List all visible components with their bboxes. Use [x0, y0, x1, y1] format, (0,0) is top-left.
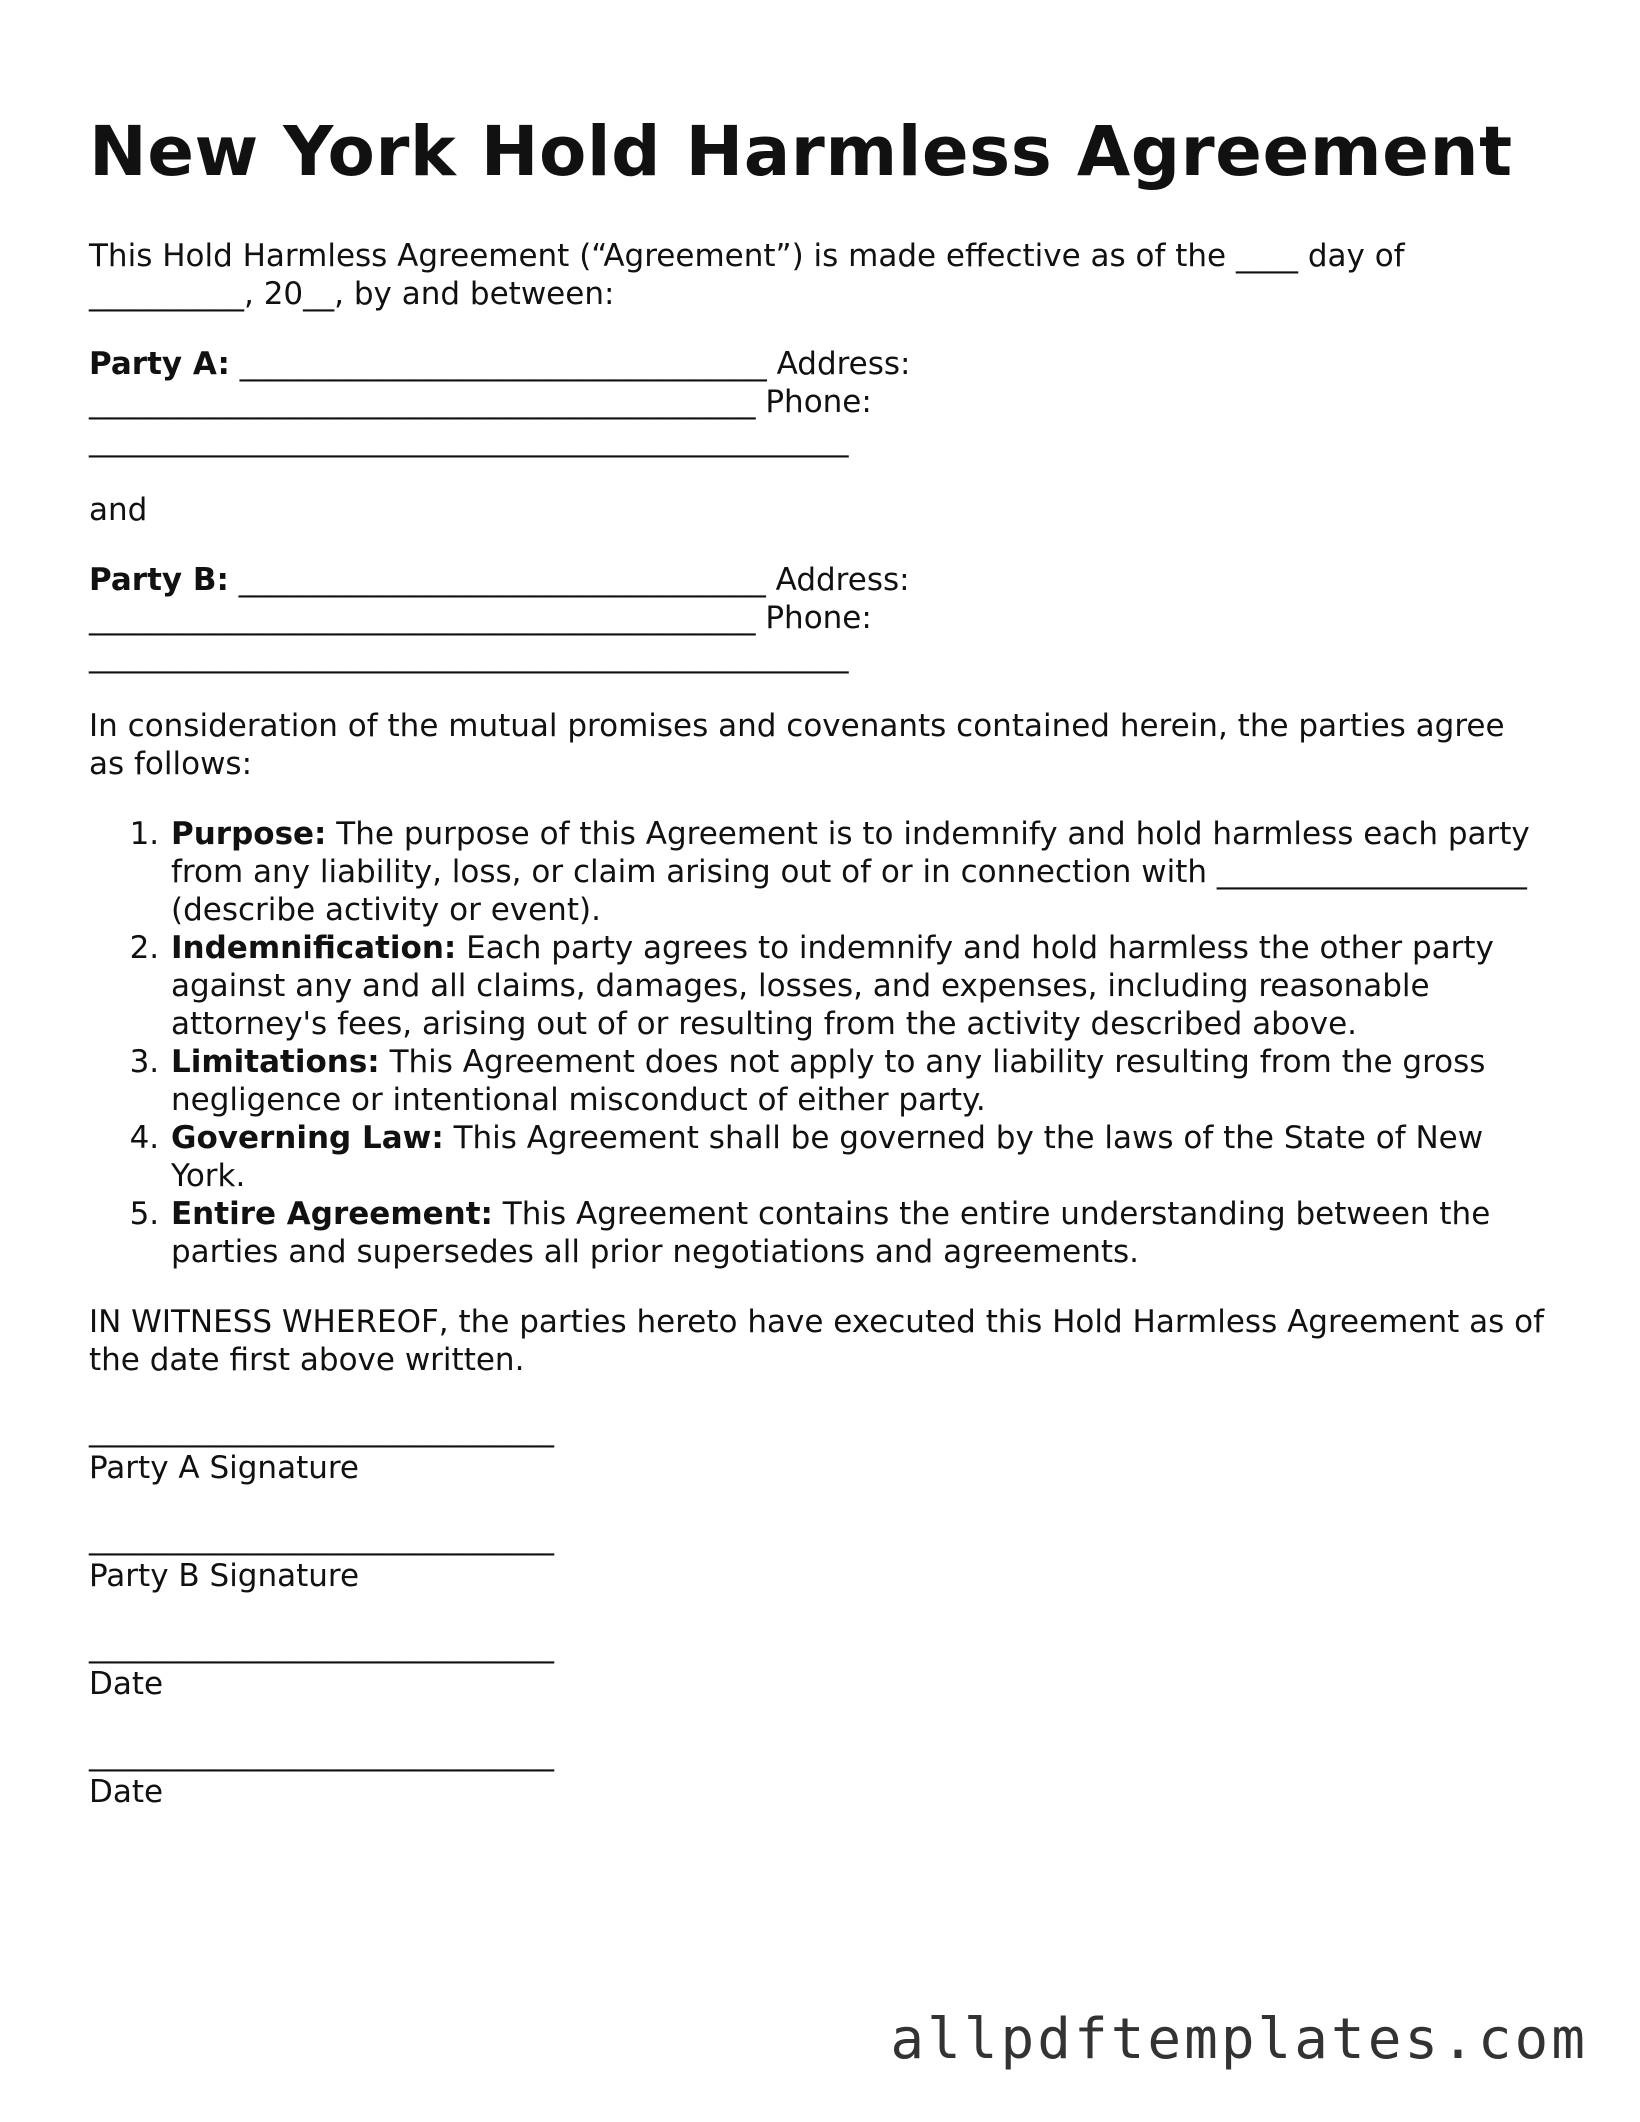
signature-section [89, 1411, 1549, 1811]
clause-list [89, 815, 1549, 1271]
clause-text: Each party agrees to indemnify and hold harmless the other party against any and all claims, damages, losses, and expenses, including reasonable attorney's fees, arising out of or resulting from the activity described above. [171, 930, 1494, 1042]
clause-text: The purpose of this Agreement is to indemnify and hold harmless each party from any liability, loss, or claim arising out of or in connection with ____________________ (describe activity or event). [171, 816, 1530, 928]
party-a-fields: __________________________________ Address: ___________________________________________ Phone: _________________________________________________ [89, 346, 911, 458]
signature-line: ______________________________ [89, 1628, 554, 1664]
party-a-label: Party A: [89, 346, 230, 382]
signature-line: ______________________________ [89, 1736, 554, 1772]
clause-label: Limitations: [171, 1044, 380, 1080]
clause-text: This Agreement contains the entire understanding between the parties and supersedes all prior negotiations and agreements. [171, 1196, 1491, 1270]
clause-item [169, 1195, 1549, 1271]
clause-label: Governing Law: [171, 1120, 444, 1156]
clause-item [169, 929, 1549, 1043]
party-b-block [89, 561, 1549, 675]
signature-block [89, 1735, 1549, 1811]
consideration-paragraph: In consideration of the mutual promises and covenants contained herein, the parties agree as follows: [89, 708, 1505, 782]
signature-label: Party B Signature [89, 1558, 360, 1594]
witness-paragraph: IN WITNESS WHEREOF, the parties hereto have executed this Hold Harmless Agreement as of the date first above written. [89, 1304, 1544, 1378]
page-title: New York Hold Harmless Agreement [89, 112, 1513, 192]
and-text: and [89, 492, 148, 528]
party-a-block [89, 345, 1549, 459]
signature-block [89, 1519, 1549, 1595]
signature-label: Party A Signature [89, 1450, 360, 1486]
signature-label: Date [89, 1774, 164, 1810]
party-b-fields: __________________________________ Address: ___________________________________________ Phone: _________________________________________________ [89, 562, 910, 674]
agreement-body [89, 112, 1549, 1843]
footer-watermark: allpdftemplates.com [890, 2007, 1588, 2072]
clause-text: This Agreement shall be governed by the laws of the State of New York. [171, 1120, 1484, 1194]
clause-text: This Agreement does not apply to any liability resulting from the gross negligence or intentional misconduct of either party. [171, 1044, 1486, 1118]
signature-block [89, 1627, 1549, 1703]
clause-item [169, 1119, 1549, 1195]
party-b-label: Party B: [89, 562, 229, 598]
clause-label: Entire Agreement: [171, 1196, 493, 1232]
clause-item [169, 1043, 1549, 1119]
intro-paragraph: This Hold Harmless Agreement (“Agreement”) is made effective as of the ____ day of __________, 20__, by and between: [89, 238, 1405, 312]
clause-label: Purpose: [171, 816, 327, 852]
clause-item [169, 815, 1549, 929]
signature-block [89, 1411, 1549, 1487]
clause-label: Indemnification: [171, 930, 457, 966]
signature-line: ______________________________ [89, 1520, 554, 1556]
signature-line: ______________________________ [89, 1412, 554, 1448]
signature-label: Date [89, 1666, 164, 1702]
